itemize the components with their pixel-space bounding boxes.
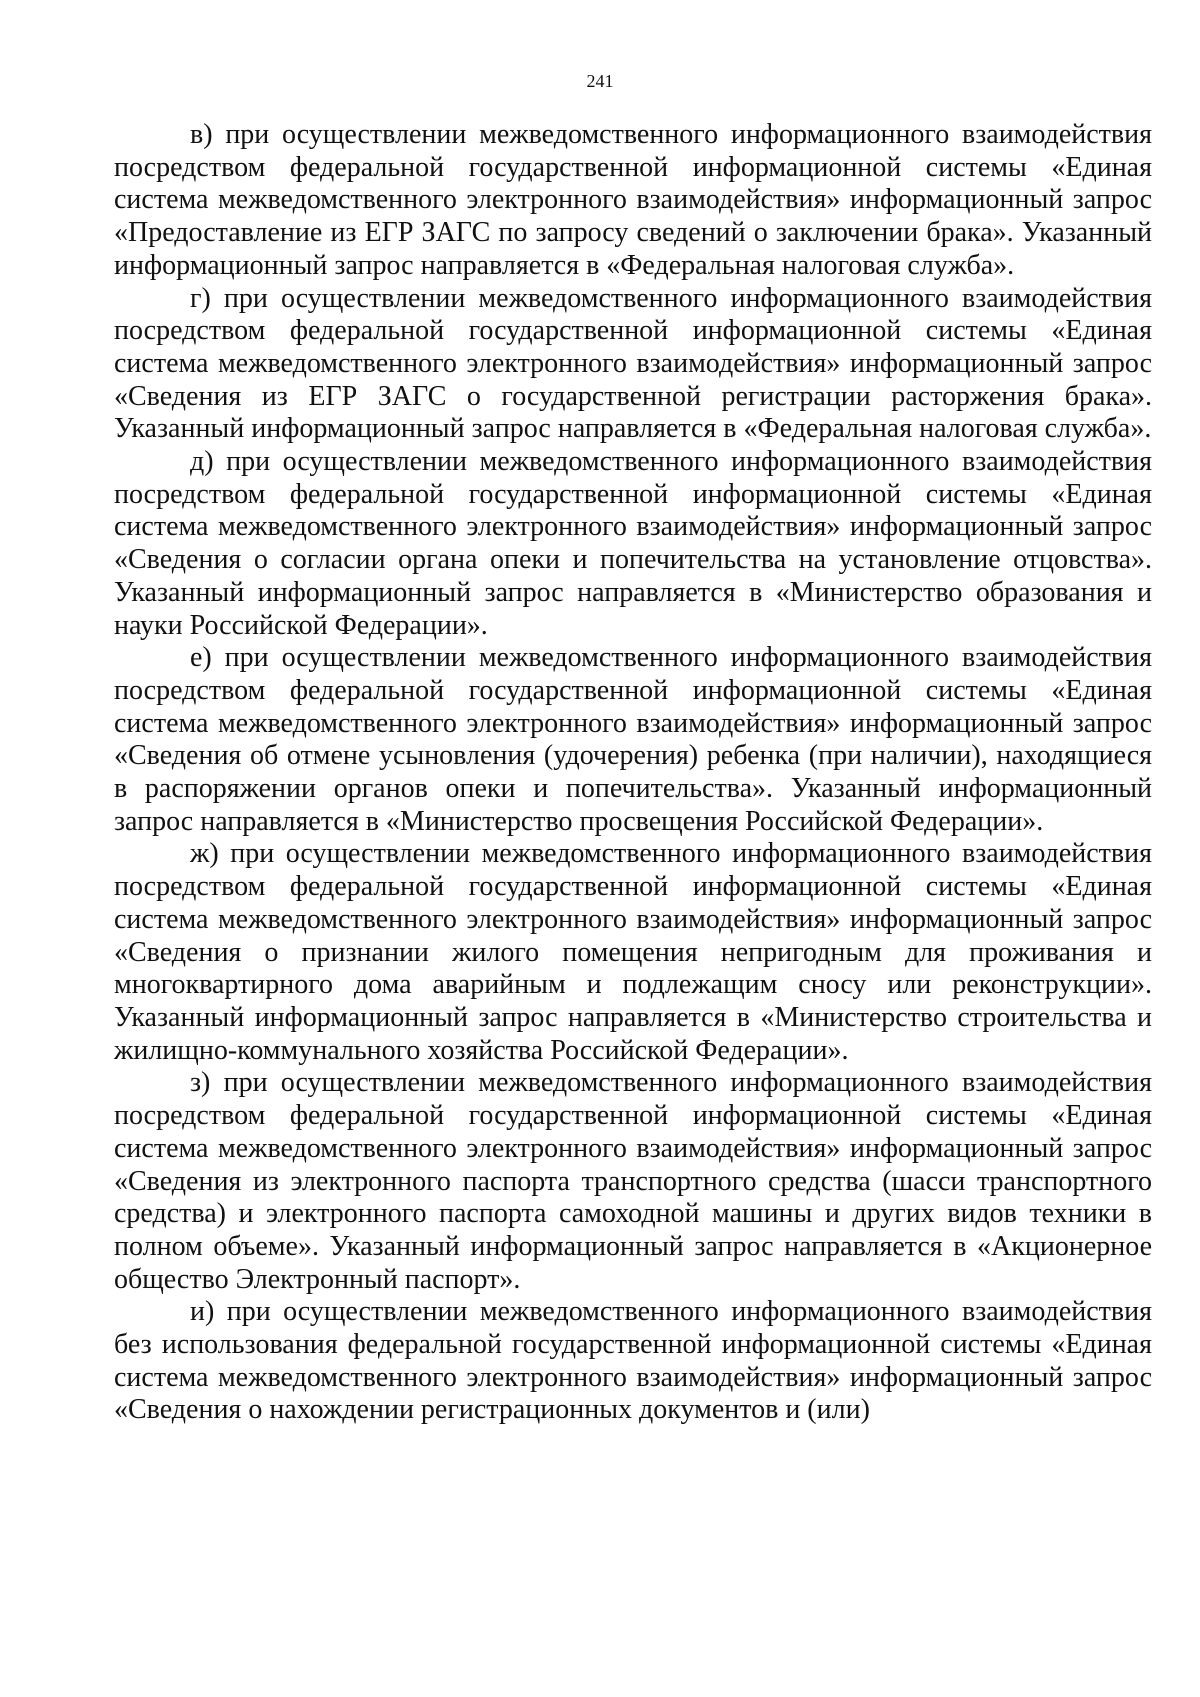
- paragraph-d: д) при осуществлении межведомственного информационного взаимодействия посредством федеральной государственной информационной системы «Единая система межведомственного электронного взаимодействия» информационный запрос «Сведения о согласии органа опеки и попечительства на установление отцовства». Указанный информационный запрос направляется в «Министерство образования и науки Российской Федерации».: [114, 446, 1152, 641]
- paragraph-e: е) при осуществлении межведомственного информационного взаимодействия посредством федеральной государственной информационной системы «Единая система межведомственного электронного взаимодействия» информационный запрос «Сведения об отмене усыновления (удочерения) ребенка (при наличии), находящиеся в распоряжении органов опеки и попечительства». Указанный информационный запрос направляется в «Министерство просвещения Российской Федерации».: [114, 642, 1152, 837]
- paragraph-z: з) при осуществлении межведомственного информационного взаимодействия посредством федеральной государственной информационной системы «Единая система межведомственного электронного взаимодействия» информационный запрос «Сведения из электронного паспорта транспортного средства (шасси транспортного средства) и электронного паспорта самоходной машины и других видов техники в полном объеме». Указанный информационный запрос направляется в «Акционерное общество Электронный паспорт».: [114, 1067, 1152, 1295]
- paragraph-zh: ж) при осуществлении межведомственного информационного взаимодействия посредством федеральной государственной информационной системы «Единая система межведомственного электронного взаимодействия» информационный запрос «Сведения о признании жилого помещения непригодным для проживания и многоквартирного дома аварийным и подлежащим сносу или реконструкции». Указанный информационный запрос направляется в «Министерство строительства и жилищно-коммунального хозяйства Российской Федерации».: [114, 838, 1152, 1066]
- paragraph-i: и) при осуществлении межведомственного информационного взаимодействия без использования федеральной государственной информационной системы «Единая система межведомственного электронного взаимодействия» информационный запрос «Сведения о нахождении регистрационных документов и (или): [114, 1296, 1152, 1426]
- paragraph-v: в) при осуществлении межведомственного информационного взаимодействия посредством федеральной государственной информационной системы «Единая система межведомственного электронного взаимодействия» информационный запрос «Предоставление из ЕГР ЗАГС по запросу сведений о заключении брака». Указанный информационный запрос направляется в «Федеральная налоговая служба».: [114, 119, 1152, 281]
- paragraph-g: г) при осуществлении межведомственного информационного взаимодействия посредством федеральной государственной информационной системы «Единая система межведомственного электронного взаимодействия» информационный запрос «Сведения из ЕГР ЗАГС о государственной регистрации расторжения брака». Указанный информационный запрос направляется в «Федеральная налоговая служба».: [114, 282, 1152, 445]
- document-body: [114, 119, 1152, 1427]
- page-number: 241: [586, 71, 614, 91]
